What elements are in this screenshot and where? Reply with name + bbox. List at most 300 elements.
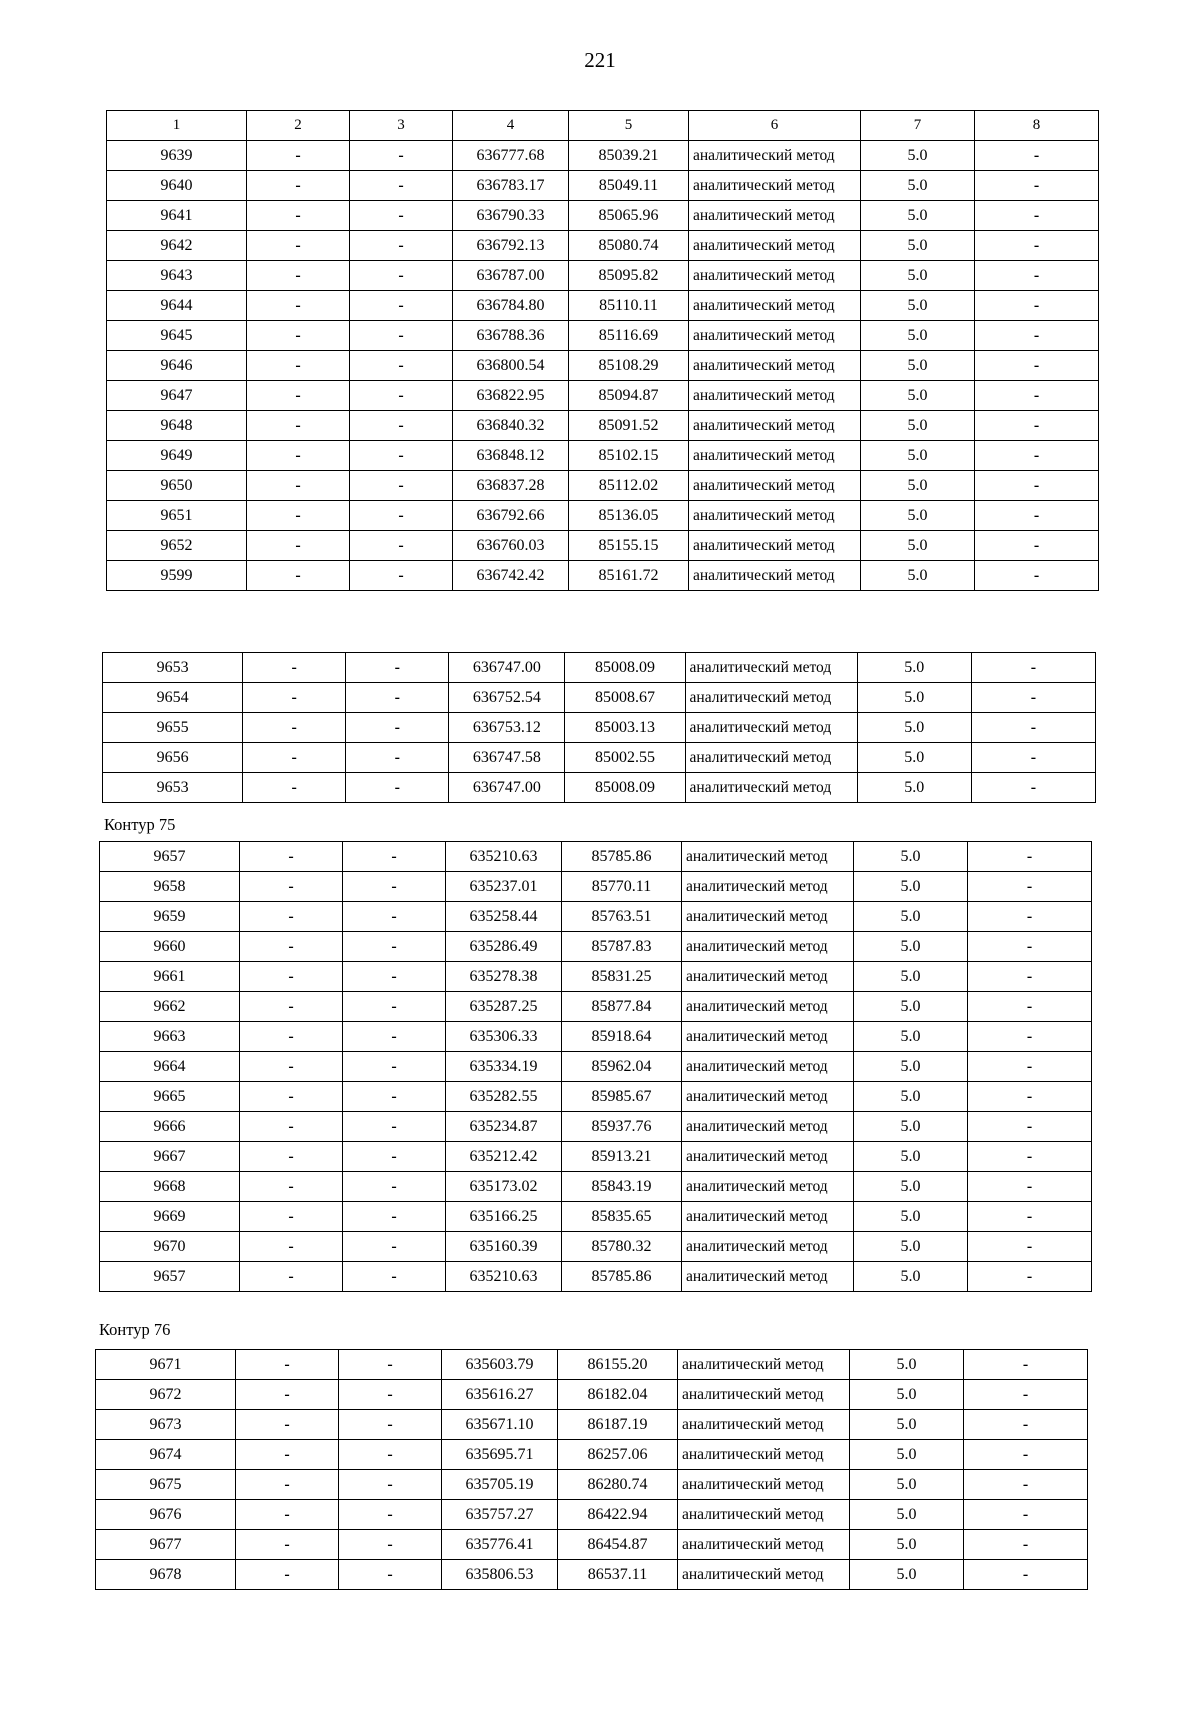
x-coordinate-cell: 636747.00	[449, 773, 565, 803]
point-number-cell: 9643	[107, 261, 247, 291]
col2-cell: -	[236, 1470, 339, 1500]
point-number-cell: 9640	[107, 171, 247, 201]
x-coordinate-cell: 636787.00	[453, 261, 569, 291]
col8-cell: -	[968, 1052, 1092, 1082]
accuracy-cell: 5.0	[861, 141, 975, 171]
point-number-cell: 9650	[107, 471, 247, 501]
column-header: 6	[689, 111, 861, 141]
col2-cell: -	[240, 842, 343, 872]
col2-cell: -	[247, 171, 350, 201]
accuracy-cell: 5.0	[857, 653, 971, 683]
accuracy-cell: 5.0	[861, 441, 975, 471]
accuracy-cell: 5.0	[854, 1112, 968, 1142]
col2-cell: -	[247, 441, 350, 471]
table-row	[100, 1022, 1092, 1052]
table-row	[107, 321, 1099, 351]
table-row	[107, 351, 1099, 381]
col3-cell: -	[346, 683, 449, 713]
point-number-cell: 9649	[107, 441, 247, 471]
coordinates-table-contour-75	[99, 841, 1092, 1292]
col2-cell: -	[243, 743, 346, 773]
method-cell: аналитический метод	[682, 992, 854, 1022]
y-coordinate-cell: 85913.21	[562, 1142, 682, 1172]
col3-cell: -	[350, 531, 453, 561]
accuracy-cell: 5.0	[861, 501, 975, 531]
x-coordinate-cell: 635212.42	[446, 1142, 562, 1172]
y-coordinate-cell: 86537.11	[558, 1560, 678, 1590]
method-cell: аналитический метод	[685, 773, 857, 803]
y-coordinate-cell: 85770.11	[562, 872, 682, 902]
x-coordinate-cell: 635705.19	[442, 1470, 558, 1500]
method-cell: аналитический метод	[689, 411, 861, 441]
x-coordinate-cell: 636840.32	[453, 411, 569, 441]
point-number-cell: 9647	[107, 381, 247, 411]
x-coordinate-cell: 635603.79	[442, 1350, 558, 1380]
point-number-cell: 9599	[107, 561, 247, 591]
point-number-cell: 9666	[100, 1112, 240, 1142]
col3-cell: -	[350, 351, 453, 381]
method-cell: аналитический метод	[678, 1350, 850, 1380]
col2-cell: -	[236, 1380, 339, 1410]
method-cell: аналитический метод	[689, 471, 861, 501]
accuracy-cell: 5.0	[857, 683, 971, 713]
table-row	[100, 1202, 1092, 1232]
x-coordinate-cell: 635806.53	[442, 1560, 558, 1590]
col2-cell: -	[240, 902, 343, 932]
method-cell: аналитический метод	[689, 261, 861, 291]
col2-cell: -	[240, 1142, 343, 1172]
y-coordinate-cell: 85763.51	[562, 902, 682, 932]
y-coordinate-cell: 85962.04	[562, 1052, 682, 1082]
method-cell: аналитический метод	[678, 1470, 850, 1500]
col2-cell: -	[236, 1530, 339, 1560]
accuracy-cell: 5.0	[857, 773, 971, 803]
table-row	[100, 932, 1092, 962]
table-row	[103, 683, 1096, 713]
col3-cell: -	[343, 1262, 446, 1292]
y-coordinate-cell: 85008.67	[565, 683, 685, 713]
col2-cell: -	[243, 653, 346, 683]
table-row	[107, 471, 1099, 501]
accuracy-cell: 5.0	[850, 1560, 964, 1590]
col3-cell: -	[343, 872, 446, 902]
col8-cell: -	[968, 1142, 1092, 1172]
col8-cell: -	[971, 743, 1095, 773]
y-coordinate-cell: 85835.65	[562, 1202, 682, 1232]
x-coordinate-cell: 635616.27	[442, 1380, 558, 1410]
col8-cell: -	[971, 683, 1095, 713]
table-row	[107, 501, 1099, 531]
col2-cell: -	[247, 231, 350, 261]
method-cell: аналитический метод	[689, 141, 861, 171]
y-coordinate-cell: 85112.02	[569, 471, 689, 501]
method-cell: аналитический метод	[682, 1172, 854, 1202]
col2-cell: -	[240, 1022, 343, 1052]
point-number-cell: 9667	[100, 1142, 240, 1172]
col3-cell: -	[350, 411, 453, 441]
col3-cell: -	[343, 842, 446, 872]
col8-cell: -	[975, 351, 1099, 381]
table-row	[100, 872, 1092, 902]
col2-cell: -	[236, 1440, 339, 1470]
y-coordinate-cell: 85985.67	[562, 1082, 682, 1112]
y-coordinate-cell: 85136.05	[569, 501, 689, 531]
x-coordinate-cell: 635237.01	[446, 872, 562, 902]
accuracy-cell: 5.0	[861, 171, 975, 201]
point-number-cell: 9656	[103, 743, 243, 773]
col8-cell: -	[964, 1530, 1088, 1560]
method-cell: аналитический метод	[689, 201, 861, 231]
method-cell: аналитический метод	[689, 441, 861, 471]
table-row	[96, 1350, 1088, 1380]
method-cell: аналитический метод	[685, 653, 857, 683]
col2-cell: -	[240, 1052, 343, 1082]
col2-cell: -	[243, 773, 346, 803]
point-number-cell: 9669	[100, 1202, 240, 1232]
col8-cell: -	[964, 1560, 1088, 1590]
col3-cell: -	[350, 291, 453, 321]
col3-cell: -	[350, 171, 453, 201]
col3-cell: -	[343, 1202, 446, 1232]
point-number-cell: 9648	[107, 411, 247, 441]
y-coordinate-cell: 85094.87	[569, 381, 689, 411]
col2-cell: -	[240, 1262, 343, 1292]
col3-cell: -	[343, 1082, 446, 1112]
col2-cell: -	[240, 992, 343, 1022]
col3-cell: -	[350, 261, 453, 291]
x-coordinate-cell: 635671.10	[442, 1410, 558, 1440]
col8-cell: -	[968, 1022, 1092, 1052]
table-row	[96, 1410, 1088, 1440]
col8-cell: -	[968, 992, 1092, 1022]
x-coordinate-cell: 635776.41	[442, 1530, 558, 1560]
col8-cell: -	[975, 261, 1099, 291]
column-header: 2	[247, 111, 350, 141]
method-cell: аналитический метод	[682, 872, 854, 902]
accuracy-cell: 5.0	[861, 231, 975, 261]
col8-cell: -	[975, 141, 1099, 171]
point-number-cell: 9663	[100, 1022, 240, 1052]
y-coordinate-cell: 85937.76	[562, 1112, 682, 1142]
method-cell: аналитический метод	[682, 842, 854, 872]
col8-cell: -	[975, 531, 1099, 561]
point-number-cell: 9642	[107, 231, 247, 261]
col8-cell: -	[975, 381, 1099, 411]
table-row	[107, 201, 1099, 231]
column-header: 8	[975, 111, 1099, 141]
col8-cell: -	[968, 1172, 1092, 1202]
point-number-cell: 9653	[103, 773, 243, 803]
col2-cell: -	[247, 351, 350, 381]
method-cell: аналитический метод	[685, 743, 857, 773]
col3-cell: -	[343, 1112, 446, 1142]
y-coordinate-cell: 86454.87	[558, 1530, 678, 1560]
y-coordinate-cell: 85161.72	[569, 561, 689, 591]
y-coordinate-cell: 85039.21	[569, 141, 689, 171]
point-number-cell: 9668	[100, 1172, 240, 1202]
point-number-cell: 9645	[107, 321, 247, 351]
x-coordinate-cell: 635166.25	[446, 1202, 562, 1232]
col8-cell: -	[964, 1500, 1088, 1530]
col8-cell: -	[964, 1440, 1088, 1470]
x-coordinate-cell: 635210.63	[446, 842, 562, 872]
table-row	[100, 1052, 1092, 1082]
x-coordinate-cell: 636747.00	[449, 653, 565, 683]
col3-cell: -	[343, 1142, 446, 1172]
table-row	[103, 713, 1096, 743]
col8-cell: -	[968, 1112, 1092, 1142]
x-coordinate-cell: 635286.49	[446, 932, 562, 962]
method-cell: аналитический метод	[682, 1202, 854, 1232]
accuracy-cell: 5.0	[850, 1350, 964, 1380]
table-row	[96, 1380, 1088, 1410]
method-cell: аналитический метод	[689, 561, 861, 591]
method-cell: аналитический метод	[682, 1262, 854, 1292]
method-cell: аналитический метод	[682, 1022, 854, 1052]
col3-cell: -	[343, 962, 446, 992]
table-row	[107, 141, 1099, 171]
method-cell: аналитический метод	[682, 1232, 854, 1262]
col2-cell: -	[236, 1410, 339, 1440]
col3-cell: -	[339, 1470, 442, 1500]
y-coordinate-cell: 85877.84	[562, 992, 682, 1022]
col3-cell: -	[350, 381, 453, 411]
col3-cell: -	[339, 1500, 442, 1530]
table-row	[100, 1232, 1092, 1262]
y-coordinate-cell: 85095.82	[569, 261, 689, 291]
x-coordinate-cell: 635287.25	[446, 992, 562, 1022]
col2-cell: -	[247, 501, 350, 531]
col3-cell: -	[350, 321, 453, 351]
y-coordinate-cell: 85065.96	[569, 201, 689, 231]
col8-cell: -	[968, 1082, 1092, 1112]
col3-cell: -	[343, 902, 446, 932]
point-number-cell: 9641	[107, 201, 247, 231]
accuracy-cell: 5.0	[861, 531, 975, 561]
accuracy-cell: 5.0	[861, 291, 975, 321]
y-coordinate-cell: 85108.29	[569, 351, 689, 381]
method-cell: аналитический метод	[678, 1410, 850, 1440]
method-cell: аналитический метод	[682, 1052, 854, 1082]
point-number-cell: 9672	[96, 1380, 236, 1410]
accuracy-cell: 5.0	[854, 902, 968, 932]
table-row	[107, 441, 1099, 471]
col3-cell: -	[343, 932, 446, 962]
point-number-cell: 9670	[100, 1232, 240, 1262]
method-cell: аналитический метод	[682, 1082, 854, 1112]
method-cell: аналитический метод	[685, 713, 857, 743]
col3-cell: -	[346, 713, 449, 743]
col8-cell: -	[975, 171, 1099, 201]
col2-cell: -	[236, 1500, 339, 1530]
col8-cell: -	[968, 842, 1092, 872]
point-number-cell: 9657	[100, 1262, 240, 1292]
col3-cell: -	[343, 1052, 446, 1082]
method-cell: аналитический метод	[682, 932, 854, 962]
x-coordinate-cell: 635334.19	[446, 1052, 562, 1082]
col3-cell: -	[346, 653, 449, 683]
point-number-cell: 9661	[100, 962, 240, 992]
col8-cell: -	[975, 441, 1099, 471]
col8-cell: -	[964, 1470, 1088, 1500]
table-row	[107, 561, 1099, 591]
col3-cell: -	[343, 1022, 446, 1052]
col8-cell: -	[975, 471, 1099, 501]
col8-cell: -	[971, 773, 1095, 803]
x-coordinate-cell: 635278.38	[446, 962, 562, 992]
table-row	[100, 1142, 1092, 1172]
point-number-cell: 9676	[96, 1500, 236, 1530]
col2-cell: -	[247, 321, 350, 351]
method-cell: аналитический метод	[678, 1500, 850, 1530]
point-number-cell: 9673	[96, 1410, 236, 1440]
column-header: 1	[107, 111, 247, 141]
x-coordinate-cell: 636792.13	[453, 231, 569, 261]
accuracy-cell: 5.0	[861, 261, 975, 291]
col8-cell: -	[971, 653, 1095, 683]
x-coordinate-cell: 635695.71	[442, 1440, 558, 1470]
y-coordinate-cell: 85785.86	[562, 842, 682, 872]
x-coordinate-cell: 636760.03	[453, 531, 569, 561]
col2-cell: -	[243, 713, 346, 743]
accuracy-cell: 5.0	[854, 1052, 968, 1082]
x-coordinate-cell: 636747.58	[449, 743, 565, 773]
table-row	[107, 291, 1099, 321]
col2-cell: -	[247, 411, 350, 441]
table-row	[96, 1560, 1088, 1590]
y-coordinate-cell: 85002.55	[565, 743, 685, 773]
accuracy-cell: 5.0	[861, 201, 975, 231]
col8-cell: -	[975, 231, 1099, 261]
col8-cell: -	[975, 561, 1099, 591]
col2-cell: -	[240, 962, 343, 992]
point-number-cell: 9660	[100, 932, 240, 962]
method-cell: аналитический метод	[689, 351, 861, 381]
x-coordinate-cell: 636790.33	[453, 201, 569, 231]
x-coordinate-cell: 635160.39	[446, 1232, 562, 1262]
method-cell: аналитический метод	[685, 683, 857, 713]
col3-cell: -	[350, 231, 453, 261]
col2-cell: -	[247, 561, 350, 591]
coordinates-table-contour-76	[95, 1349, 1088, 1590]
table-row	[100, 1172, 1092, 1202]
col3-cell: -	[350, 141, 453, 171]
x-coordinate-cell: 635210.63	[446, 1262, 562, 1292]
x-coordinate-cell: 635234.87	[446, 1112, 562, 1142]
col8-cell: -	[964, 1350, 1088, 1380]
point-number-cell: 9651	[107, 501, 247, 531]
method-cell: аналитический метод	[682, 1142, 854, 1172]
y-coordinate-cell: 86257.06	[558, 1440, 678, 1470]
col3-cell: -	[346, 773, 449, 803]
coordinates-table-1	[106, 110, 1099, 591]
col3-cell: -	[343, 992, 446, 1022]
col3-cell: -	[339, 1440, 442, 1470]
y-coordinate-cell: 85102.15	[569, 441, 689, 471]
y-coordinate-cell: 85080.74	[569, 231, 689, 261]
method-cell: аналитический метод	[682, 902, 854, 932]
x-coordinate-cell: 636800.54	[453, 351, 569, 381]
table-row	[107, 171, 1099, 201]
col8-cell: -	[975, 201, 1099, 231]
point-number-cell: 9646	[107, 351, 247, 381]
table-row	[107, 381, 1099, 411]
page-number: 221	[584, 48, 616, 72]
col8-cell: -	[968, 932, 1092, 962]
y-coordinate-cell: 86155.20	[558, 1350, 678, 1380]
accuracy-cell: 5.0	[861, 411, 975, 441]
point-number-cell: 9675	[96, 1470, 236, 1500]
table-row	[103, 743, 1096, 773]
col8-cell: -	[975, 291, 1099, 321]
point-number-cell: 9655	[103, 713, 243, 743]
method-cell: аналитический метод	[678, 1380, 850, 1410]
col3-cell: -	[339, 1530, 442, 1560]
point-number-cell: 9657	[100, 842, 240, 872]
x-coordinate-cell: 635282.55	[446, 1082, 562, 1112]
accuracy-cell: 5.0	[854, 932, 968, 962]
col2-cell: -	[240, 1202, 343, 1232]
col2-cell: -	[243, 683, 346, 713]
table-row	[103, 653, 1096, 683]
col2-cell: -	[247, 201, 350, 231]
col8-cell: -	[968, 902, 1092, 932]
method-cell: аналитический метод	[689, 231, 861, 261]
table-row	[107, 411, 1099, 441]
y-coordinate-cell: 85780.32	[562, 1232, 682, 1262]
col8-cell: -	[968, 1262, 1092, 1292]
y-coordinate-cell: 86187.19	[558, 1410, 678, 1440]
col8-cell: -	[968, 1202, 1092, 1232]
point-number-cell: 9674	[96, 1440, 236, 1470]
y-coordinate-cell: 85918.64	[562, 1022, 682, 1052]
col3-cell: -	[339, 1380, 442, 1410]
col2-cell: -	[240, 1232, 343, 1262]
accuracy-cell: 5.0	[854, 842, 968, 872]
y-coordinate-cell: 85785.86	[562, 1262, 682, 1292]
col8-cell: -	[968, 872, 1092, 902]
col3-cell: -	[346, 743, 449, 773]
table-row	[100, 1082, 1092, 1112]
col2-cell: -	[247, 531, 350, 561]
col2-cell: -	[240, 1112, 343, 1142]
accuracy-cell: 5.0	[861, 561, 975, 591]
table-row	[96, 1530, 1088, 1560]
table-row	[100, 1112, 1092, 1142]
y-coordinate-cell: 85008.09	[565, 773, 685, 803]
col3-cell: -	[350, 471, 453, 501]
x-coordinate-cell: 635757.27	[442, 1500, 558, 1530]
method-cell: аналитический метод	[682, 1112, 854, 1142]
method-cell: аналитический метод	[678, 1560, 850, 1590]
accuracy-cell: 5.0	[854, 1142, 968, 1172]
x-coordinate-cell: 636742.42	[453, 561, 569, 591]
point-number-cell: 9659	[100, 902, 240, 932]
col8-cell: -	[968, 1232, 1092, 1262]
accuracy-cell: 5.0	[861, 321, 975, 351]
col3-cell: -	[350, 441, 453, 471]
y-coordinate-cell: 85843.19	[562, 1172, 682, 1202]
col2-cell: -	[240, 1172, 343, 1202]
coordinates-table-2	[102, 652, 1096, 803]
accuracy-cell: 5.0	[861, 351, 975, 381]
point-number-cell: 9662	[100, 992, 240, 1022]
x-coordinate-cell: 636784.80	[453, 291, 569, 321]
accuracy-cell: 5.0	[854, 1082, 968, 1112]
contour-75-label: Контур 75	[104, 815, 176, 834]
method-cell: аналитический метод	[678, 1440, 850, 1470]
accuracy-cell: 5.0	[854, 1232, 968, 1262]
